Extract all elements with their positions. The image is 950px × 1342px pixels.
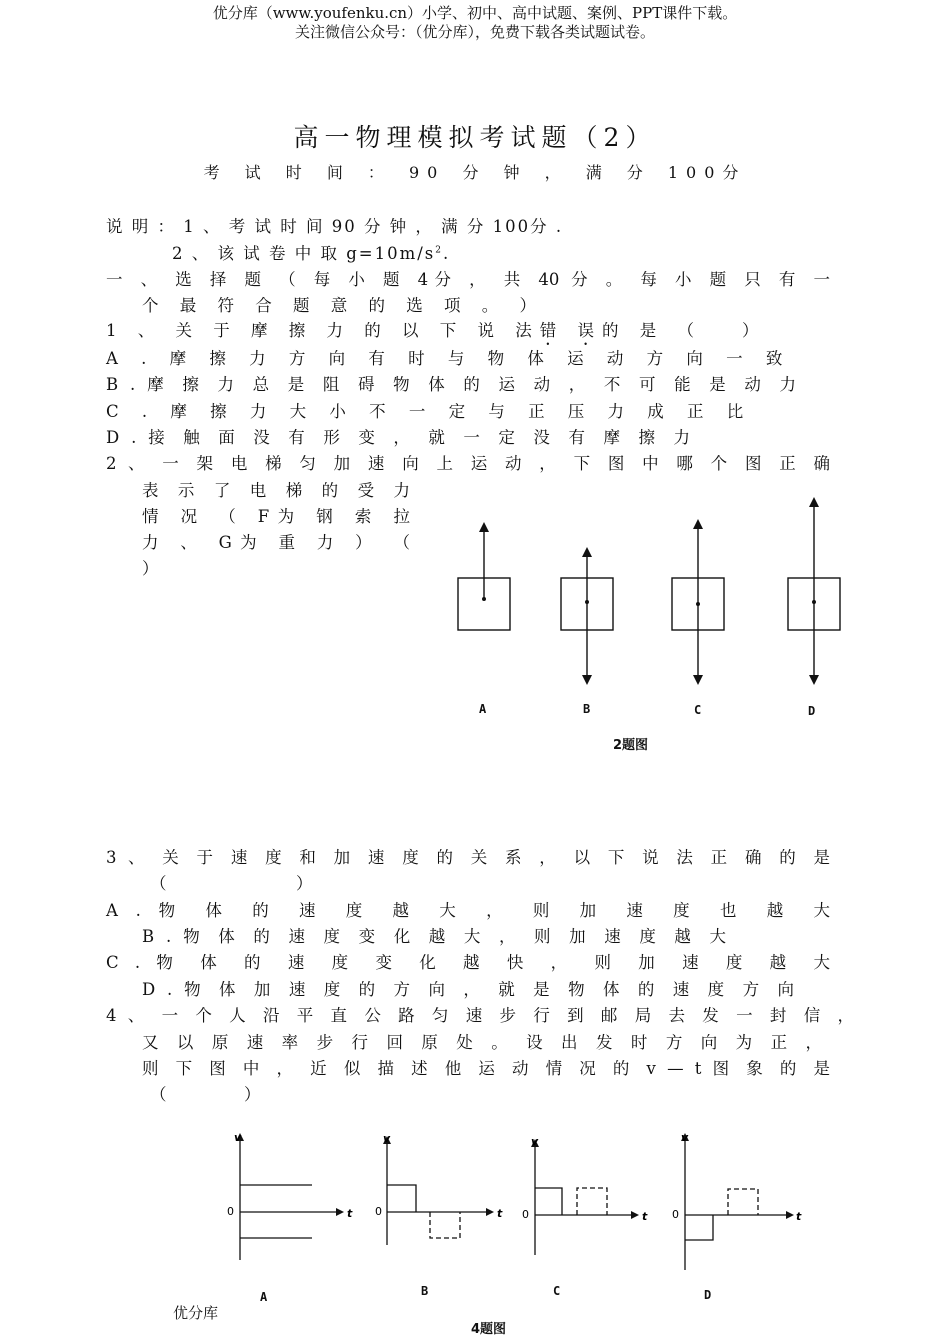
q3-option-d: D . 物 体 加 速 度 的 方 向 ， 就 是 物 体 的 速 度 方 向 — [142, 980, 794, 999]
q4-vt-graphs — [220, 1125, 820, 1275]
graph-c-v-label: v — [531, 1135, 539, 1148]
q3-option-a: A . 物 体 的 速 度 越 大 ， 则 加 速 度 也 越 大 — [106, 901, 830, 920]
q1-option-d: D . 接 触 面 没 有 形 变 ， 就 一 定 没 有 摩 擦 力 — [106, 428, 690, 447]
graph-b-v-label: v — [383, 1132, 391, 1145]
q2-stem-4: 力 、 G为 重 力 ） （ — [142, 533, 410, 552]
q2-stem-1: 2 、 一 架 电 梯 匀 加 速 向 上 运 动 ， 下 图 中 哪 个 图 正 确 — [106, 454, 830, 473]
graph-c-origin: 0 — [522, 1208, 529, 1221]
graph-b-origin: 0 — [375, 1205, 382, 1218]
section1-line-1: 一 、 选 择 题 （ 每 小 题 4分 ， 共 40 分 。 每 小 题 只 有 一 — [106, 270, 830, 289]
graph-c-t-label: t — [642, 1210, 648, 1223]
q1-bracket-close: ） — [742, 321, 759, 340]
q1-option-b: B . 摩 擦 力 总 是 阻 碍 物 体 的 运 动 ， 不 可 能 是 动 力 — [106, 375, 796, 394]
header-line-2: 关注微信公众号：（优分库），免费下载各类试题试卷。 — [294, 23, 655, 41]
q3-stem-1: 3 、 关 于 速 度 和 加 速 度 的 关 系 ， 以 下 说 法 正 确 的 是 — [106, 848, 830, 867]
section1-line-2: 个 最 符 合 题 意 的 选 项 。 ） — [142, 296, 544, 315]
q4-caption: 4题图 — [471, 1322, 507, 1337]
footer-brand: 优分库 — [173, 1304, 219, 1322]
graph-d-v-label: v — [681, 1131, 689, 1144]
header-line-1: 优分库（www.youfenku.cn）小学、初中、高中试题、案例、PPT课件下载。 — [212, 4, 738, 22]
q3-stem-2-close: ） — [296, 874, 313, 893]
exam-title: 高一物理模拟考试题（2） — [293, 123, 657, 152]
q4-label-a: A — [260, 1290, 268, 1304]
q1-stem: 1 、 关 于 摩 擦 力 的 以 下 说 法错 误的 是 （ — [106, 321, 702, 340]
graph-d-origin: 0 — [672, 1208, 679, 1221]
q2-label-c: C — [694, 703, 702, 717]
q2-stem-3: 情 况 （ F为 钢 索 拉 — [142, 507, 410, 526]
q3-option-c: C . 物 体 的 速 度 变 化 越 快 ， 则 加 速 度 越 大 — [106, 953, 830, 972]
graph-a-origin: 0 — [227, 1205, 234, 1218]
q1-option-a: A . 摩 擦 力 方 向 有 时 与 物 体 运 动 方 向 一 致 — [106, 349, 792, 368]
q4-stem-4-close: ） — [244, 1085, 261, 1104]
q3-stem-2-open: （ — [150, 874, 167, 893]
q2-label-d: D — [808, 704, 816, 718]
diagram-c — [672, 524, 724, 680]
q4-stem-1: 4 、 一 个 人 沿 平 直 公 路 匀 速 步 行 到 邮 局 去 发 一 封 信 ， — [106, 1006, 854, 1025]
q4-label-b: B — [421, 1284, 429, 1298]
graph-b-t-label: t — [497, 1207, 503, 1220]
graph-a-v-label: v — [234, 1131, 242, 1144]
diagram-a — [458, 527, 510, 630]
graph-b — [387, 1140, 490, 1245]
q4-stem-4-open: （ — [150, 1085, 167, 1104]
diagram-d — [788, 502, 840, 680]
q2-label-a: A — [479, 702, 487, 716]
graph-a — [240, 1137, 340, 1260]
graph-a-t-label: t — [347, 1207, 353, 1220]
q2-stem-2: 表 示 了 电 梯 的 受 力 — [142, 481, 410, 500]
q3-option-b: B . 物 体 的 速 度 变 化 越 大 ， 则 加 速 度 越 大 — [142, 927, 726, 946]
graph-d — [685, 1137, 790, 1270]
notes-line-2: 2 、 该 试 卷 中 取 $g=10m/s^2$. — [172, 244, 451, 263]
q4-label-c: C — [553, 1284, 561, 1298]
q4-stem-3: 则 下 图 中 ， 近 似 描 述 他 运 动 情 况 的 v — t 图 象 的 是 — [142, 1059, 830, 1078]
q1-option-c: C . 摩 擦 力 大 小 不 一 定 与 正 压 力 成 正 比 — [106, 402, 753, 421]
q2-caption: 2题图 — [613, 738, 649, 753]
graph-c — [535, 1143, 635, 1255]
diagram-b — [561, 552, 613, 680]
exam-subtitle: 考 试 时 间 ： 90 分 钟 ， 满 分 100分 — [203, 163, 747, 182]
q2-label-b: B — [583, 702, 591, 716]
q4-stem-2: 又 以 原 速 率 步 行 回 原 处 。 设 出 发 时 方 向 为 正 ， — [142, 1033, 822, 1052]
q4-label-d: D — [704, 1288, 712, 1302]
q1-emphasis: 错 误 — [539, 321, 602, 340]
graph-d-t-label: t — [796, 1210, 802, 1223]
q2-stem-5: ） — [142, 559, 159, 578]
notes-line-1: 说 明 ： 1 、 考 试 时 间 90 分 钟 ， 满 分 100分 . — [106, 217, 564, 236]
q2-force-diagram — [440, 490, 860, 760]
